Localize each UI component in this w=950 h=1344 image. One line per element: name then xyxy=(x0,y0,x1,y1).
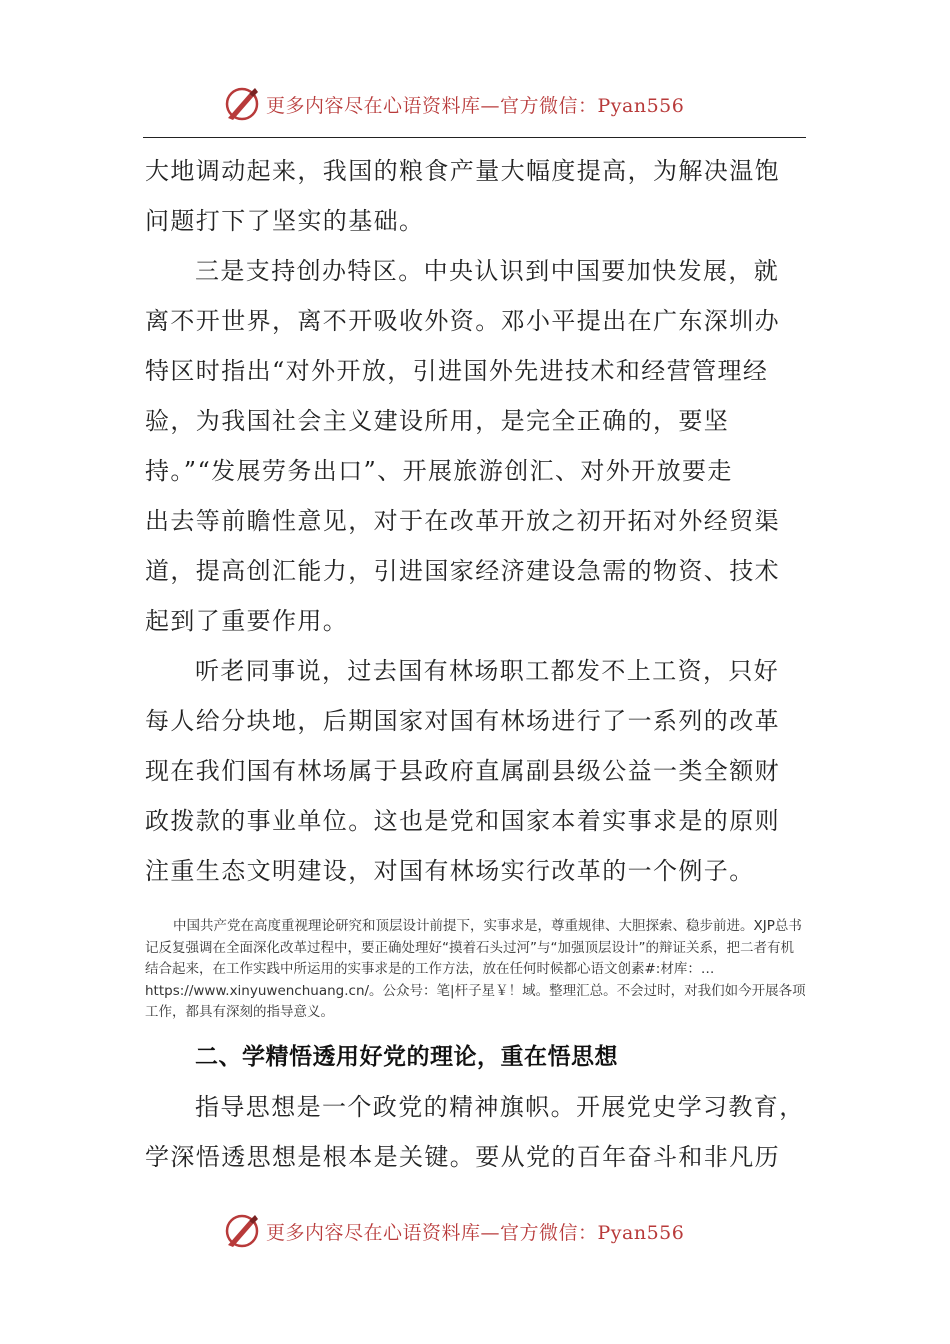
body-line: 道，提高创汇能力，引进国家经济建设急需的物资、技术 xyxy=(145,557,780,585)
pen-logo-icon xyxy=(222,1211,262,1251)
body-line: 持。”“发展劳务出口”、开展旅游创汇、对外开放要走 xyxy=(145,457,733,485)
footer-banner-text: 更多内容尽在心语资料库—官方微信：Pyan556 xyxy=(266,1221,685,1244)
body-line: 三是支持创办特区。中央认识到中国要加快发展，就 xyxy=(195,257,780,285)
body-line: 大地调动起来，我国的粮食产量大幅度提高，为解决温饱 xyxy=(145,157,780,185)
body-line: 学深悟透思想是根本是关键。要从党的百年奋斗和非凡历 xyxy=(145,1142,780,1171)
body-line: 特区时指出“对外开放，引进国外先进技术和经营管理经 xyxy=(145,357,769,385)
body-line: 指导思想是一个政党的精神旗帜。开展党史学习教育， xyxy=(195,1092,805,1121)
body-line: 每人给分块地，后期国家对国有林场进行了一系列的改革 xyxy=(145,707,780,735)
body-line: 离不开世界，离不开吸收外资。邓小平提出在广东深圳办 xyxy=(145,307,780,335)
header-banner-text: 更多内容尽在心语资料库—官方微信：Pyan556 xyxy=(266,94,685,117)
body-line: 问题打下了坚实的基础。 xyxy=(145,207,425,235)
body-line: 出去等前瞻性意见，对于在改革开放之初开拓对外经贸渠 xyxy=(145,507,780,535)
body-line: 现在我们国有林场属于县政府直属副县级公益一类全额财 xyxy=(145,757,780,785)
section-heading: 二、学精悟透用好党的理论，重在悟思想 xyxy=(195,1043,618,1070)
body-line: 注重生态文明建设，对国有林场实行改革的一个例子。 xyxy=(145,857,755,885)
page-header xyxy=(0,80,950,128)
body-line: 政拨款的事业单位。这也是党和国家本着实事求是的原则 xyxy=(145,807,780,835)
small-print-text: 中国共产党在高度重视理论研究和顶层设计前提下，实事求是，尊重规律、大胆探索、稳步前进。XJP总书记反复强调在全面深化改革过程中，要正确处理好“摸着石头过河”与“加强顶层设计”的辩证关系，把二者有机结合起来，在工作实践中所运用的实事求是的工作方法，放在任何时候都心语文创素#:材库：… https://www.xinyuwenchuang.cn/。公众号：笔|杆子星￥！域。整理汇总。不会过时，对我们如今开展各项工作，都具有深刻的指导意义。 xyxy=(145,918,806,1020)
body-line: 起到了重要作用。 xyxy=(145,607,349,635)
document-body xyxy=(145,146,807,1182)
header-banner[interactable] xyxy=(222,84,684,124)
pen-logo-icon xyxy=(222,84,262,124)
footer-banner[interactable] xyxy=(222,1211,684,1251)
page-footer xyxy=(0,1207,950,1255)
header-divider xyxy=(143,137,806,138)
small-print-paragraph xyxy=(145,916,807,1024)
body-line: 验，为我国社会主义建设所用，是完全正确的，要坚 xyxy=(145,407,730,435)
body-line: 听老同事说，过去国有林场职工都发不上工资，只好 xyxy=(195,657,780,685)
